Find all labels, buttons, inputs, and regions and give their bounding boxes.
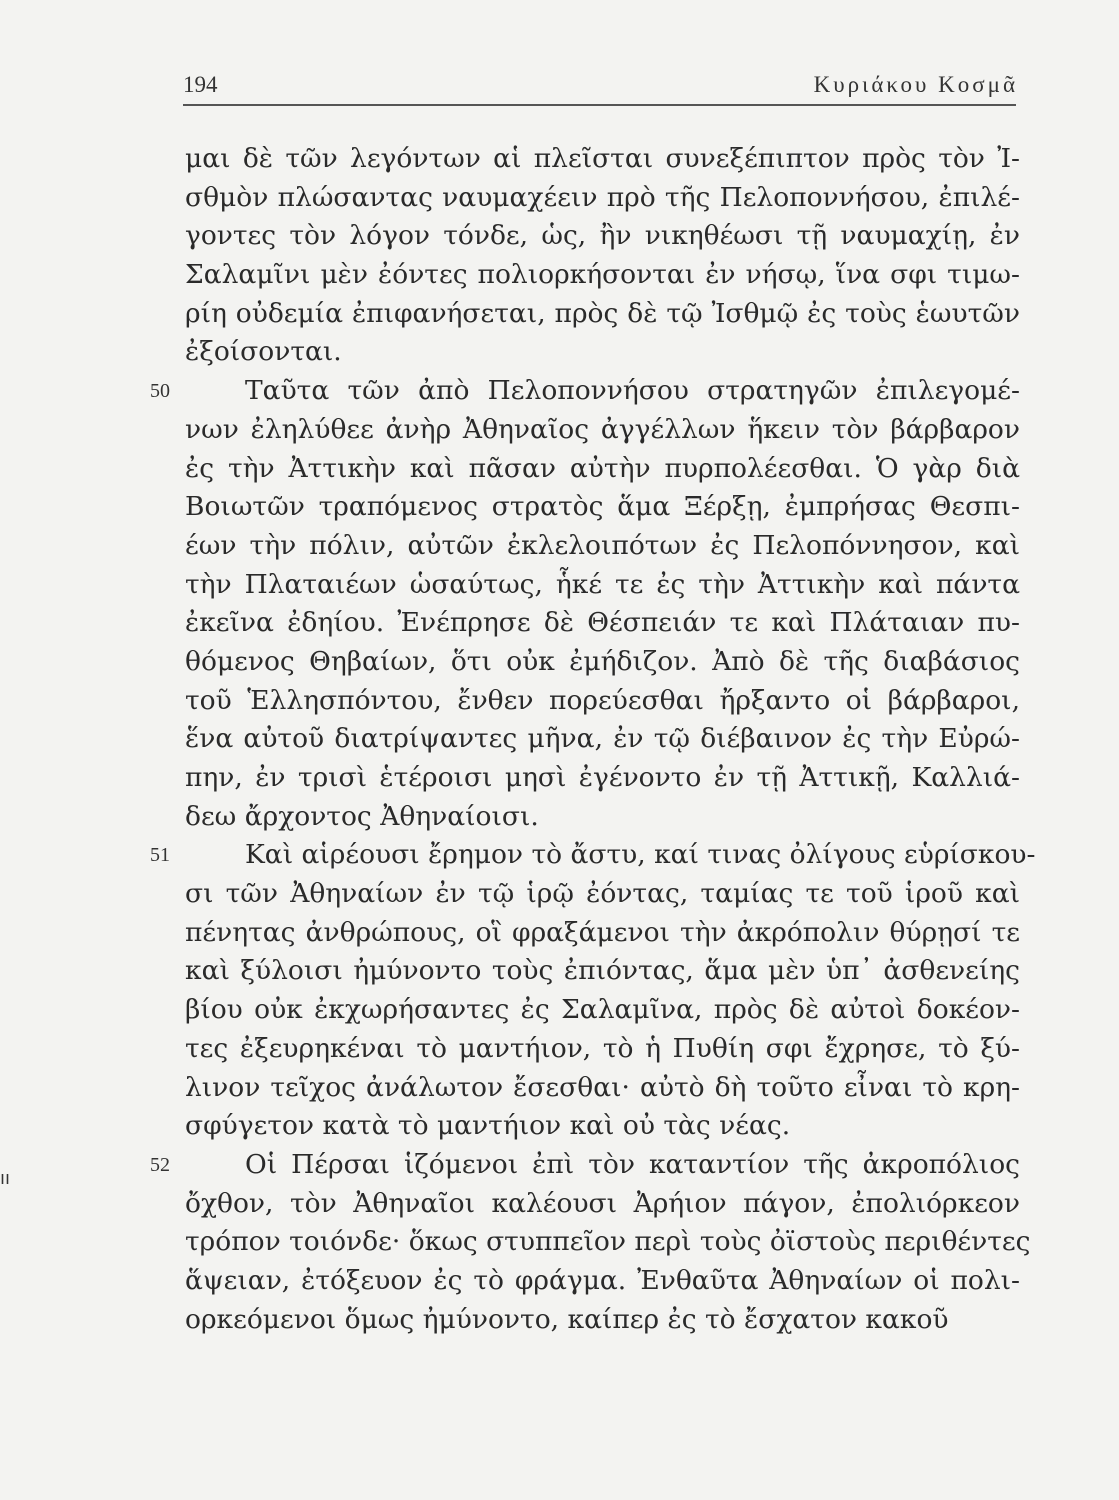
line-text: ἐξοίσονται.	[185, 336, 342, 368]
text-line	[0, 450, 1119, 489]
page-header	[183, 68, 1018, 104]
line-text: ορκεόμενοι ὅμως ἠμύνοντο, καίπερ ἐς τὸ ἔσχατον κακοῦ	[185, 1303, 949, 1335]
section-number: 52	[150, 1153, 170, 1176]
text-line	[0, 566, 1119, 605]
page-number: 194	[183, 72, 218, 97]
text-line	[0, 372, 1119, 411]
line-text: πένητας ἀνθρώπους, οἳ φραξάμενοι τὴν ἀκρόπολιν θύρῃσί τε	[185, 916, 1020, 948]
text-line	[0, 991, 1119, 1030]
text-line	[0, 256, 1119, 295]
text-line	[0, 720, 1119, 759]
line-text: σι τῶν Ἀθηναίων ἐν τῷ ἱρῷ ἐόντας, ταμίας τε τοῦ ἱροῦ καὶ	[185, 878, 1020, 910]
line-text: νων ἐληλύθεε ἀνὴρ Ἀθηναῖος ἀγγέλλων ἥκειν τὸν βάρβαρον	[185, 413, 1020, 445]
line-text: ἐκεῖνα ἐδηίου. Ἐνέπρησε δὲ Θέσπειάν τε καὶ Πλάταιαν πυ-	[185, 607, 1020, 639]
line-text: γοντες τὸν λόγον τόνδε, ὡς, ἢν νικηθέωσι τῇ ναυμαχίῃ, ἐν	[185, 220, 1020, 252]
line-text: Οἱ Πέρσαι ἱζόμενοι ἐπὶ τὸν καταντίον τῆς ἀκροπόλιος	[245, 1148, 1020, 1180]
line-text: βίου οὐκ ἐκχωρήσαντες ἐς Σαλαμῖνα, πρὸς δὲ αὐτοὶ δοκέον-	[185, 994, 1020, 1026]
line-text: Βοιωτῶν τραπόμενος στρατὸς ἅμα Ξέρξῃ, ἐμπρήσας Θεσπι-	[185, 491, 1020, 523]
line-text: σφύγετον κατὰ τὸ μαντήιον καὶ οὐ τὰς νέας.	[185, 1110, 791, 1142]
section-number: 50	[150, 380, 170, 403]
line-text: έων τὴν πόλιν, αὐτῶν ἐκλελοιπότων ἐς Πελοπόννησον, καὶ	[185, 529, 1020, 561]
line-text: ἐς τὴν Ἀττικὴν καὶ πᾶσαν αὐτὴν πυρπολέεσθαι. Ὁ γὰρ διὰ	[185, 452, 1020, 484]
line-text: Καὶ αἱρέουσι ἔρημον τὸ ἄστυ, καί τινας ὀλίγους εὑρίσκου-	[245, 839, 1036, 871]
text-line	[0, 140, 1119, 179]
text-line	[0, 1146, 1119, 1185]
text-line	[0, 875, 1119, 914]
text-line	[0, 1223, 1119, 1262]
line-text: Ταῦτα τῶν ἀπὸ Πελοποννήσου στρατηγῶν ἐπιλεγομέ-	[245, 375, 1020, 407]
line-text: Σαλαμῖνι μὲν ἐόντες πολιορκήσονται ἐν νήσῳ, ἵνα σφι τιμω-	[185, 259, 1020, 291]
line-text: σθμὸν πλώσαντας ναυμαχέειν πρὸ τῆς Πελοποννήσου, ἐπιλέ-	[185, 181, 1020, 213]
line-text: δεω ἄρχοντος Ἀθηναίοισι.	[185, 800, 539, 832]
text-line	[0, 179, 1119, 218]
text-line	[0, 1069, 1119, 1108]
text-line	[0, 488, 1119, 527]
line-text: τρόπον τοιόνδε· ὅκως στυππεῖον περὶ τοὺς ὀϊστοὺς περιθέντες	[185, 1226, 1031, 1258]
text-line	[0, 952, 1119, 991]
line-text: καὶ ξύλοισι ἠμύνοντο τοὺς ἐπιόντας, ἅμα μὲν ὑπ᾿ ἀσθενείης	[185, 955, 1020, 987]
text-line	[0, 759, 1119, 798]
text-line	[0, 604, 1119, 643]
text-line	[0, 333, 1119, 372]
text-line	[0, 1301, 1119, 1340]
text-line	[0, 914, 1119, 953]
running-title: Κυριάκου Κοσμᾶ	[813, 72, 1018, 97]
line-text: θόμενος Θηβαίων, ὅτι οὐκ ἐμήδιζον. Ἀπὸ δὲ τῆς διαβάσιος	[185, 645, 1020, 677]
text-body	[0, 140, 1119, 1339]
text-line	[0, 411, 1119, 450]
text-line	[0, 643, 1119, 682]
text-line	[0, 527, 1119, 566]
line-text: ἕνα αὐτοῦ διατρίψαντες μῆνα, ἐν τῷ διέβαινον ἐς τὴν Εὐρώ-	[185, 723, 1020, 755]
text-line	[0, 1185, 1119, 1224]
text-line	[0, 217, 1119, 256]
line-text: λινον τεῖχος ἀνάλωτον ἔσεσθαι· αὐτὸ δὴ τοῦτο εἶναι τὸ κρη-	[185, 1071, 1020, 1103]
text-line	[0, 1030, 1119, 1069]
text-line	[0, 836, 1119, 875]
line-text: τοῦ Ἑλλησπόντου, ἔνθεν πορεύεσθαι ἤρξαντο οἱ βάρβαροι,	[185, 684, 1020, 716]
text-line	[0, 1262, 1119, 1301]
line-text: ὄχθον, τὸν Ἀθηναῖοι καλέουσι Ἀρήιον πάγον, ἐπολιόρκεον	[185, 1187, 1020, 1219]
line-text: πην, ἐν τρισὶ ἑτέροισι μησὶ ἐγένοντο ἐν τῇ Ἀττικῇ, Καλλιά-	[185, 762, 1020, 793]
line-text: τες ἐξευρηκέναι τὸ μαντήιον, τὸ ἡ Πυθίη σφι ἔχρησε, τὸ ξύ-	[185, 1032, 1020, 1064]
section-number: 51	[150, 844, 170, 867]
header-rule	[183, 104, 1016, 106]
line-text: μαι δὲ τῶν λεγόντων αἱ πλεῖσται συνεξέπιπτον πρὸς τὸν Ἰ-	[185, 143, 1020, 174]
text-line	[0, 798, 1119, 837]
line-text: τὴν Πλαταιέων ὡσαύτως, ἧκέ τε ἐς τὴν Ἀττικὴν καὶ πάντα	[185, 568, 1020, 600]
text-line	[0, 295, 1119, 334]
margin-mark: ıı	[0, 1168, 11, 1188]
text-line	[0, 682, 1119, 721]
text-line	[0, 1107, 1119, 1146]
line-text: ἅψειαν, ἐτόξευον ἐς τὸ φράγμα. Ἐνθαῦτα Ἀθηναίων οἱ πολι-	[185, 1264, 1020, 1296]
line-text: ρίη οὐδεμία ἐπιφανήσεται, πρὸς δὲ τῷ Ἰσθμῷ ἐς τοὺς ἑωυτῶν	[185, 297, 1020, 329]
